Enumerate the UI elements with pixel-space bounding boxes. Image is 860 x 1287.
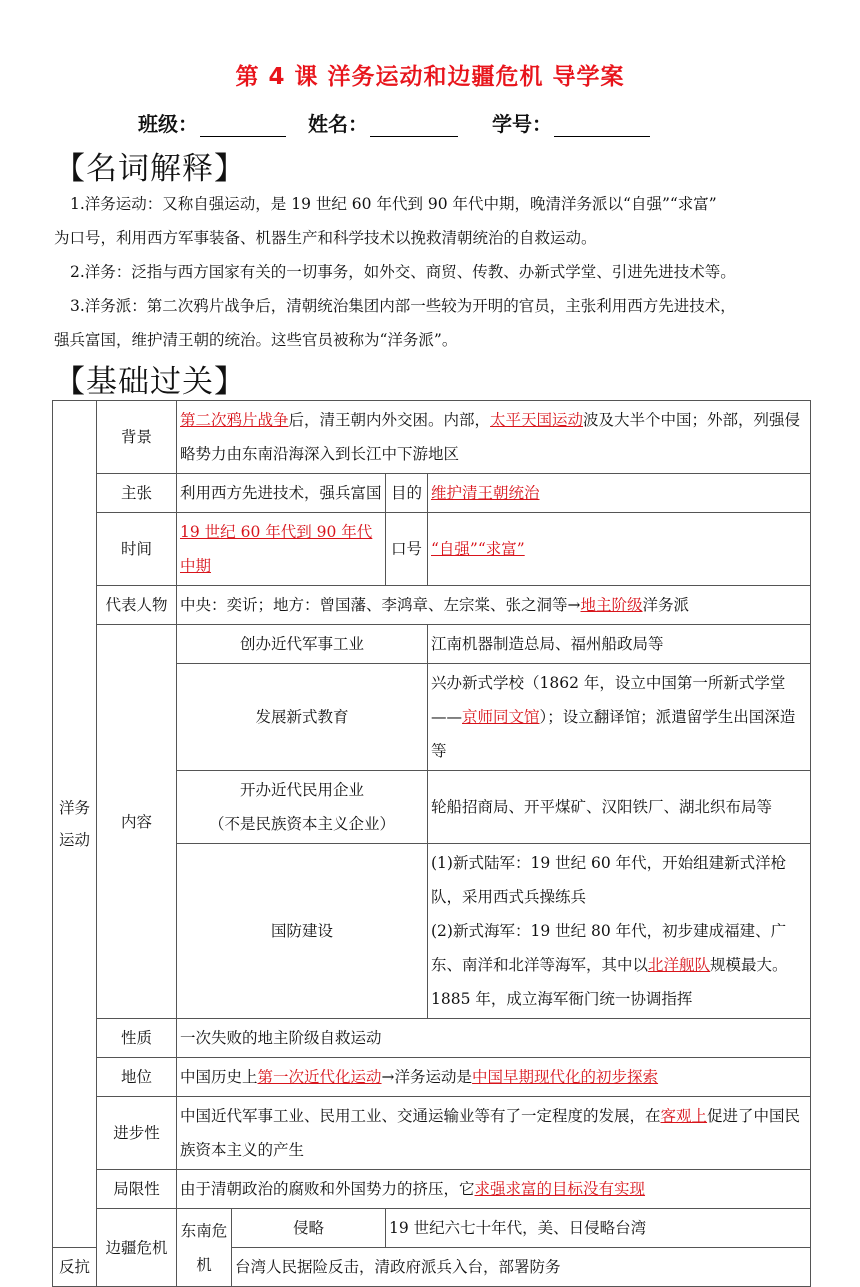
table-row: [53, 401, 811, 474]
shijian-cell: 19 世纪 60 年代到 90 年代中期: [177, 513, 386, 586]
table-row: [53, 1170, 811, 1209]
table-row: [53, 586, 811, 625]
id-label: 学号：: [492, 112, 552, 136]
zhuzhang-cell: 利用西方先进技术，强兵富国: [177, 474, 386, 513]
fankang-cell: 台湾人民据险反击，清政府派兵入台，部署防务: [232, 1248, 811, 1287]
label-cell: 主张: [97, 474, 177, 513]
student-info-line: [138, 108, 650, 137]
jinbu-cell: 中国近代军事工业、民用工业、交通运输业等有了一定程度的发展，在客观上促进了中国民族资本主义的产生: [177, 1097, 811, 1170]
section-heading-terms: 【名词解释】: [54, 151, 246, 187]
label-cell: 反抗: [53, 1248, 97, 1287]
label-cell: 地位: [97, 1058, 177, 1097]
table-row: [53, 1019, 811, 1058]
label-cell: 背景: [97, 401, 177, 474]
content-text-cell: 轮船招商局、开平煤矿、汉阳铁厂、湖北织布局等: [428, 771, 811, 844]
daibiao-cell: 中央：奕䜣；地方：曾国藩、李鸿章、左宗棠、张之洞等→地主阶级洋务派: [177, 586, 811, 625]
table-row: [53, 474, 811, 513]
content-label-cell: 创办近代军事工业: [177, 625, 428, 664]
bianjiang-cell: 边疆危机: [97, 1209, 177, 1287]
mudi-cell: 维护清王朝统治: [428, 474, 811, 513]
term-line-2: 为口号，利用西方军事装备、机器生产和科学技术以挽救清朝统治的自救运动。: [54, 229, 597, 247]
label-cell: 时间: [97, 513, 177, 586]
label-cell: 局限性: [97, 1170, 177, 1209]
knowledge-table: [52, 400, 811, 1287]
content-text-cell: 兴办新式学校（1862 年，设立中国第一所新式学堂——京师同文馆）；设立翻译馆；派遣留学生出国深造等: [428, 664, 811, 771]
yangwu-cell: 洋务运动: [53, 401, 97, 1248]
arrow-icon: →: [381, 1068, 395, 1086]
label-cell: 侵略: [232, 1209, 386, 1248]
table-row: [53, 1209, 811, 1248]
term-line-4: 3.洋务派：第二次鸦片战争后，清朝统治集团内部一些较为开明的官员，主张利用西方先进技术，: [70, 297, 736, 315]
content-text-cell: 江南机器制造总局、福州船政局等: [428, 625, 811, 664]
dongnan-cell: 东南危机: [177, 1209, 232, 1287]
table-row: [53, 1058, 811, 1097]
page-title: 第 4 课 洋务运动和边疆危机 导学案: [235, 64, 625, 90]
section-heading-basics: 【基础过关】: [54, 364, 246, 400]
content-label-cell: 开办近代民用企业 （不是民族资本主义企业）: [177, 771, 428, 844]
class-label: 班级：: [138, 112, 198, 136]
table-row: [53, 625, 811, 664]
name-label: 姓名：: [308, 112, 368, 136]
kouhao-cell: “自强”“求富”: [428, 513, 811, 586]
content-label-cell: 发展新式教育: [177, 664, 428, 771]
label-cell: 内容: [97, 625, 177, 1019]
beijing-cell: 第二次鸦片战争后，清王朝内外交困。内部，太平天国运动波及大半个中国；外部，列强侵略势力由东南沿海深入到长江中下游地区: [177, 401, 811, 474]
qinlue-cell: 19 世纪六七十年代，美、日侵略台湾: [386, 1209, 811, 1248]
term-line-3: 2.洋务：泛指与西方国家有关的一切事务，如外交、商贸、传教、办新式学堂、引进先进技术等。: [70, 263, 736, 281]
label-cell: 进步性: [97, 1097, 177, 1170]
label-cell: 口号: [386, 513, 428, 586]
juxian-cell: 由于清朝政治的腐败和外国势力的挤压，它求强求富的目标没有实现: [177, 1170, 811, 1209]
content-text-cell: (1)新式陆军：19 世纪 60 年代，开始组建新式洋枪队，采用西式兵操练兵 (2)新式海军：19 世纪 80 年代，初步建成福建、广东、南洋和北洋等海军，其中以北洋舰队规模最大。1885 年，成立海军衙门统一协调指挥: [428, 844, 811, 1019]
table-row: [53, 1097, 811, 1170]
label-cell: 目的: [386, 474, 428, 513]
content-label-cell: 国防建设: [177, 844, 428, 1019]
xingzhi-cell: 一次失败的地主阶级自救运动: [177, 1019, 811, 1058]
arrow-icon: →: [567, 596, 581, 614]
label-cell: 代表人物: [97, 586, 177, 625]
id-field[interactable]: [554, 116, 650, 137]
name-field[interactable]: [370, 116, 458, 137]
diwei-cell: 中国历史上第一次近代化运动→洋务运动是中国早期现代化的初步探索: [177, 1058, 811, 1097]
table-row: [53, 513, 811, 586]
class-field[interactable]: [200, 116, 286, 137]
term-line-5: 强兵富国，维护清王朝的统治。这些官员被称为“洋务派”。: [54, 331, 458, 349]
label-cell: 性质: [97, 1019, 177, 1058]
term-line-1: 1.洋务运动：又称自强运动，是 19 世纪 60 年代到 90 年代中期，晚清洋务派以“自强”“求富”: [70, 195, 717, 213]
